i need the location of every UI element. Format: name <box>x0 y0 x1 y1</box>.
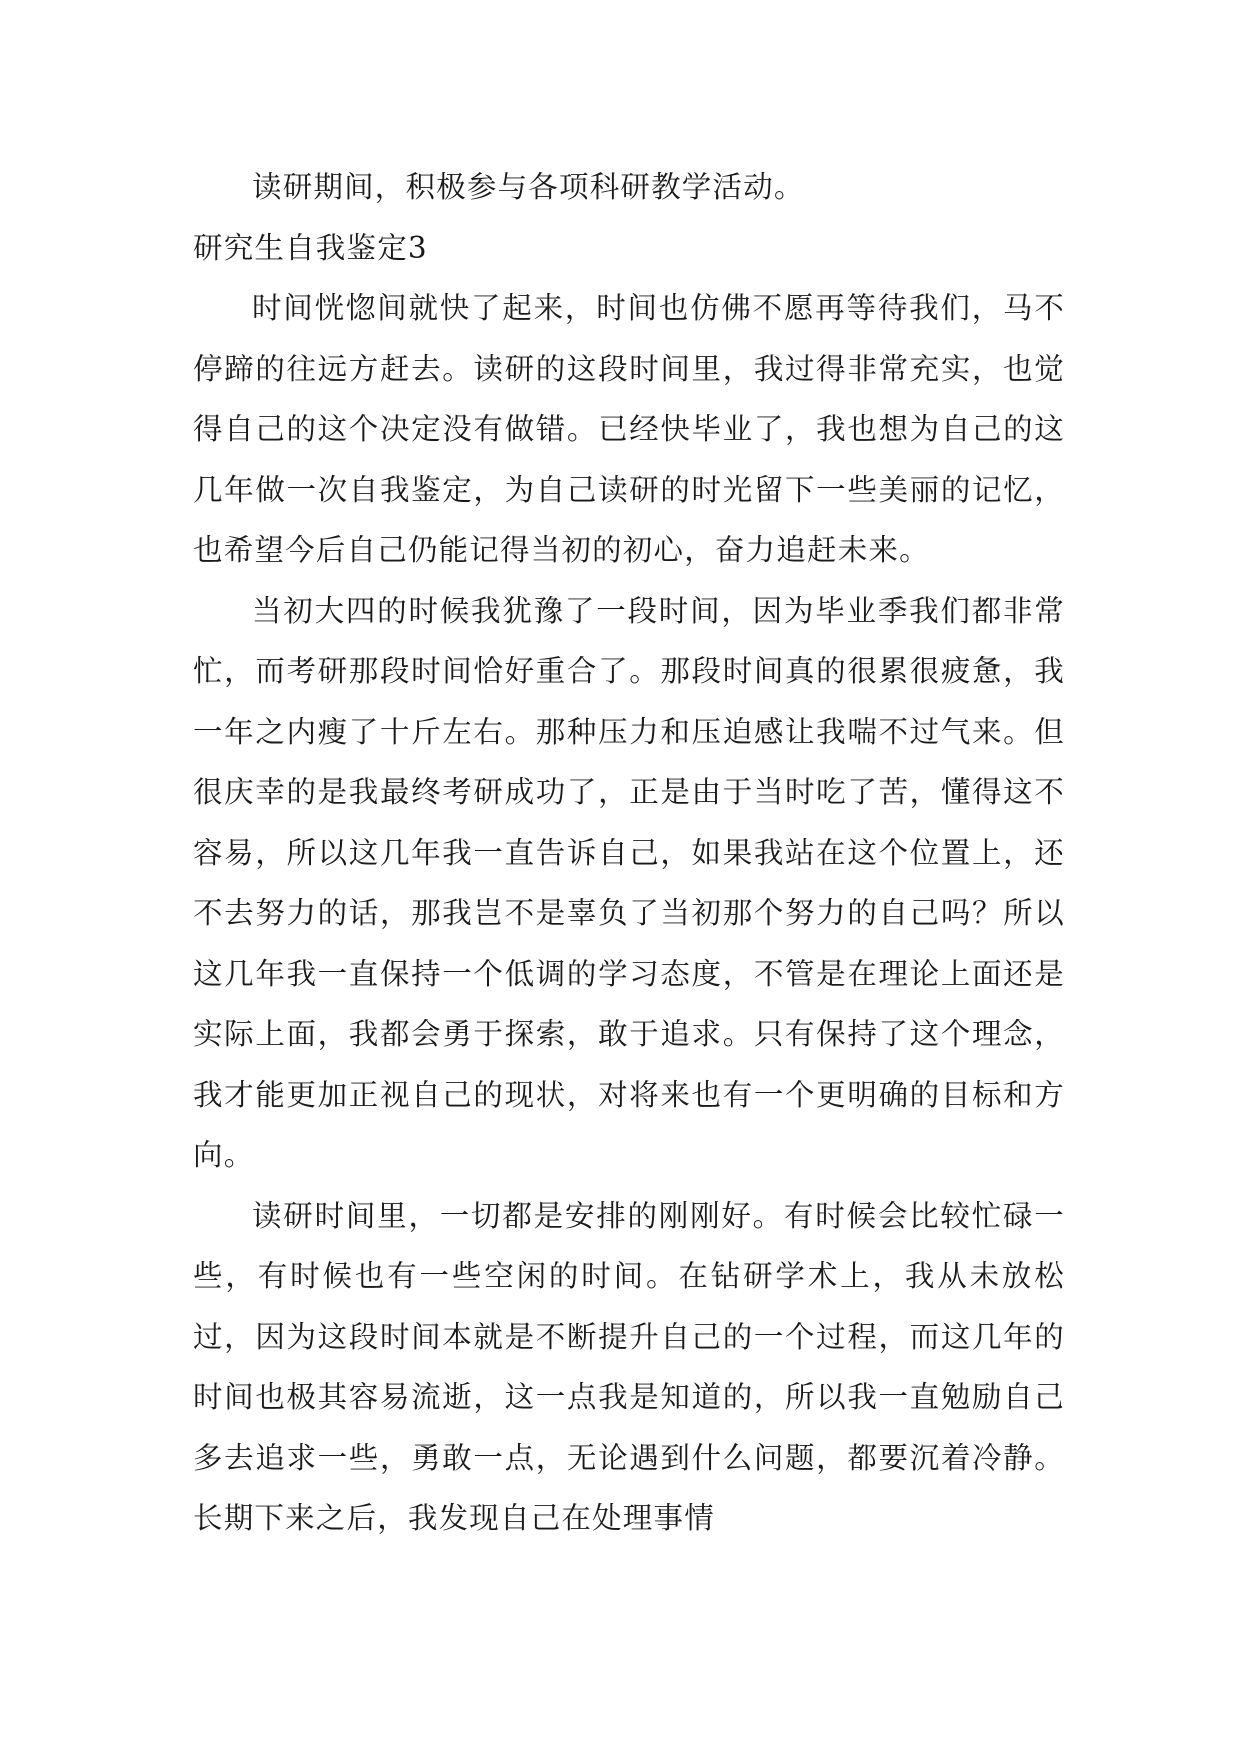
body-paragraph-3: 读研时间里，一切都是安排的刚刚好。有时候会比较忙碌一些，有时候也有一些空闲的时间。在钻研学术上，我从未放松过，因为这段时间本就是不断提升自己的一个过程，而这几年的时间也极其容易流逝，这一点我是知道的，所以我一直勉励自己多去追求一些，勇敢一点，无论遇到什么问题，都要沉着冷静。长期下来之后，我发现自己在处理事情 <box>193 1198 1065 1535</box>
body-paragraph-2: 当初大四的时候我犹豫了一段时间，因为毕业季我们都非常忙，而考研那段时间恰好重合了。那段时间真的很累很疲惫，我一年之内瘦了十斤左右。那种压力和压迫感让我喘不过气来。但很庆幸的是我最终考研成功了，正是由于当时吃了苦，懂得这不容易，所以这几年我一直告诉自己，如果我站在这个位置上，还不去努力的话，那我岂不是辜负了当初那个努力的自己吗？所以这几年我一直保持一个低调的学习态度，不管是在理论上面还是实际上面，我都会勇于探索，敢于追求。只有保持了这个理念，我才能更加正视自己的现状，对将来也有一个更明确的目标和方向。 <box>193 593 1065 1172</box>
document-body <box>193 157 1065 1549</box>
section-title: 研究生自我鉴定3 <box>193 230 428 265</box>
body-paragraph-1: 时间恍惚间就快了起来，时间也仿佛不愿再等待我们，马不停蹄的往远方赶去。读研的这段时间里，我过得非常充实，也觉得自己的这个决定没有做错。已经快毕业了，我也想为自己的这几年做一次自我鉴定，为自己读研的时光留下一些美丽的记忆，也希望今后自己仍能记得当初的初心，奋力追赶未来。 <box>193 291 1065 567</box>
intro-paragraph: 读研期间，积极参与各项科研教学活动。 <box>252 170 805 204</box>
